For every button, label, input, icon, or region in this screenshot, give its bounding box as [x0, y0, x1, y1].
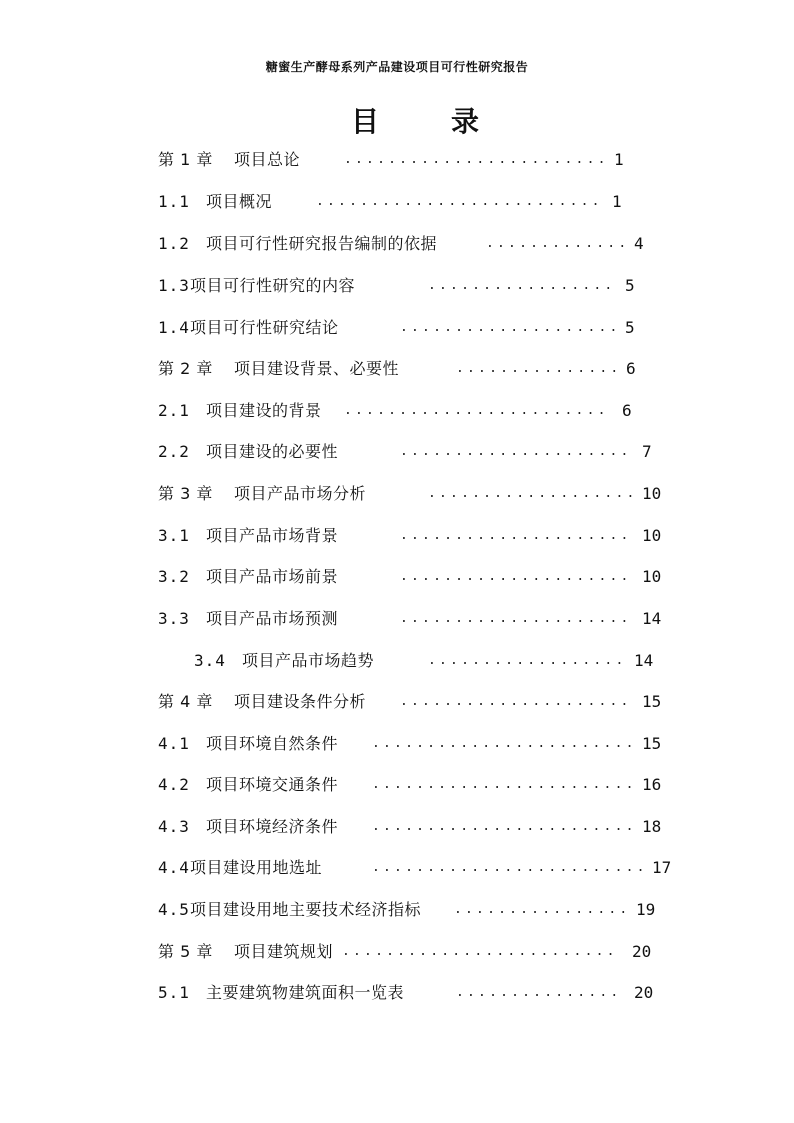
toc-entry-page: 1: [614, 150, 624, 169]
toc-entry-text: 项目可行性研究结论: [190, 318, 339, 337]
toc-entry-number: 4.4: [158, 858, 190, 877]
toc-entry-text: 项目环境经济条件: [206, 817, 339, 836]
toc-entry-1-1[interactable]: [158, 190, 638, 214]
toc-entry-chapter-1[interactable]: [158, 148, 638, 172]
toc-entry-2-2[interactable]: [158, 440, 658, 464]
toc-entry-number: 2.1: [158, 401, 190, 420]
toc-entry-text: 项目可行性研究的内容: [190, 276, 356, 295]
toc-entry-text: 项目概况: [206, 192, 273, 211]
toc-entry-leader: ........................: [344, 403, 609, 418]
toc-entry-page: 15: [642, 734, 662, 753]
toc-entry-page: 20: [634, 983, 654, 1002]
toc-entry-page: 18: [642, 817, 662, 836]
toc-entry-text: 项目环境自然条件: [206, 734, 339, 753]
toc-entry-text: 项目产品市场背景: [206, 526, 339, 545]
toc-entry-page: 20: [632, 942, 652, 961]
toc-entry-page: 15: [642, 692, 662, 711]
toc-entry-4-4[interactable]: [158, 856, 688, 880]
toc-entry-leader: ................: [454, 902, 631, 917]
toc-entry-leader: ...............: [456, 361, 622, 376]
toc-entry-text: 项目总论: [234, 150, 301, 169]
toc-entry-leader: ...................: [428, 486, 638, 501]
toc-entry-leader: .........................: [342, 944, 618, 959]
toc-entry-4-3[interactable]: [158, 815, 678, 839]
toc-entry-number: 1.4: [158, 318, 190, 337]
toc-entry-number: 1.1: [158, 192, 190, 211]
toc-entry-number: 3.4: [194, 651, 226, 670]
toc-entry-number: 4.2: [158, 775, 190, 794]
toc-entry-text: 项目建设条件分析: [234, 692, 367, 711]
toc-entry-page: 5: [625, 318, 635, 337]
toc-entry-leader: ........................: [372, 777, 637, 792]
toc-entry-leader: ..........................: [316, 194, 603, 209]
toc-entry-text: 项目产品市场趋势: [242, 651, 375, 670]
toc-entry-number: 第 3 章: [158, 484, 213, 503]
toc-entry-number: 3.3: [158, 609, 190, 628]
toc-entry-text: 项目可行性研究报告编制的依据: [206, 234, 438, 253]
toc-entry-5-1[interactable]: [158, 981, 678, 1005]
toc-entry-page: 14: [634, 651, 654, 670]
toc-entry-chapter-2[interactable]: [158, 357, 638, 381]
toc-entry-page: 19: [636, 900, 656, 919]
running-header: 糖蜜生产酵母系列产品建设项目可行性研究报告: [265, 60, 529, 74]
toc-entry-page: 7: [642, 442, 652, 461]
toc-entry-page: 1: [612, 192, 622, 211]
toc-entry-text: 项目建设的必要性: [206, 442, 339, 461]
toc-entry-number: 第 4 章: [158, 692, 213, 711]
toc-entry-3-3[interactable]: [158, 607, 678, 631]
toc-entry-number: 3.2: [158, 567, 190, 586]
toc-entry-leader: ...............: [456, 985, 622, 1000]
toc-entry-number: 1.3: [158, 276, 190, 295]
toc-entry-text: 主要建筑物建筑面积一览表: [206, 983, 405, 1002]
toc-entry-leader: .....................: [400, 528, 632, 543]
toc-entry-4-2[interactable]: [158, 773, 678, 797]
toc-entry-leader: ........................: [372, 819, 637, 834]
toc-entry-1-3[interactable]: [158, 274, 638, 298]
toc-entry-text: 项目产品市场分析: [234, 484, 367, 503]
toc-entry-text: 项目建设用地主要技术经济指标: [190, 900, 422, 919]
toc-entry-number: 第 5 章: [158, 942, 213, 961]
toc-entry-1-4[interactable]: [158, 316, 638, 340]
toc-entry-leader: .............: [486, 236, 630, 251]
toc-entry-leader: .................: [428, 278, 616, 293]
toc-entry-page: 10: [642, 526, 662, 545]
toc-entry-text: 项目环境交通条件: [206, 775, 339, 794]
toc-entry-number: 4.3: [158, 817, 190, 836]
toc-entry-number: 第 1 章: [158, 150, 213, 169]
toc-entry-number: 4.1: [158, 734, 190, 753]
toc-entry-page: 17: [652, 858, 672, 877]
toc-entry-leader: ........................: [372, 736, 637, 751]
toc-entry-text: 项目建筑规划: [234, 942, 334, 961]
toc-entry-3-1[interactable]: [158, 524, 678, 548]
toc-entry-3-2[interactable]: [158, 565, 678, 589]
toc-entry-leader: ....................: [400, 320, 621, 335]
toc-entry-number: 第 2 章: [158, 359, 213, 378]
toc-entry-number: 1.2: [158, 234, 190, 253]
toc-title-part1: 目: [351, 105, 380, 138]
toc-entry-chapter-4[interactable]: [158, 690, 678, 714]
toc-entry-text: 项目建设的背景: [206, 401, 322, 420]
toc-entry-number: 2.2: [158, 442, 190, 461]
toc-entry-text: 项目产品市场预测: [206, 609, 339, 628]
toc-entry-page: 16: [642, 775, 662, 794]
toc-entry-page: 10: [642, 567, 662, 586]
toc-entry-text: 项目产品市场前景: [206, 567, 339, 586]
toc-entry-leader: .....................: [400, 444, 632, 459]
toc-entry-chapter-5[interactable]: [158, 940, 678, 964]
toc-entry-chapter-3[interactable]: [158, 482, 678, 506]
toc-entry-leader: .........................: [372, 860, 648, 875]
toc-entry-number: 4.5: [158, 900, 190, 919]
toc-entry-page: 6: [622, 401, 632, 420]
toc-entry-page: 14: [642, 609, 662, 628]
toc-entry-1-2[interactable]: [158, 232, 658, 256]
toc-entry-page: 10: [642, 484, 662, 503]
toc-entry-2-1[interactable]: [158, 399, 638, 423]
toc-entry-page: 5: [625, 276, 635, 295]
toc-entry-page: 6: [626, 359, 636, 378]
toc-entry-number: 3.1: [158, 526, 190, 545]
toc-entry-text: 项目建设用地选址: [190, 858, 323, 877]
toc-entry-number: 5.1: [158, 983, 190, 1002]
toc-title-part2: 录: [451, 105, 480, 138]
toc-entry-leader: .....................: [400, 569, 632, 584]
toc-entry-3-4[interactable]: [194, 649, 674, 673]
toc-entry-page: 4: [634, 234, 644, 253]
toc-entry-leader: ........................: [344, 152, 609, 167]
toc-entry-leader: ..................: [428, 653, 627, 668]
toc-entry-4-1[interactable]: [158, 732, 678, 756]
toc-entry-leader: .....................: [400, 694, 632, 709]
toc-entry-text: 项目建设背景、必要性: [234, 359, 400, 378]
toc-entry-4-5[interactable]: [158, 898, 678, 922]
toc-entry-leader: .....................: [400, 611, 632, 626]
